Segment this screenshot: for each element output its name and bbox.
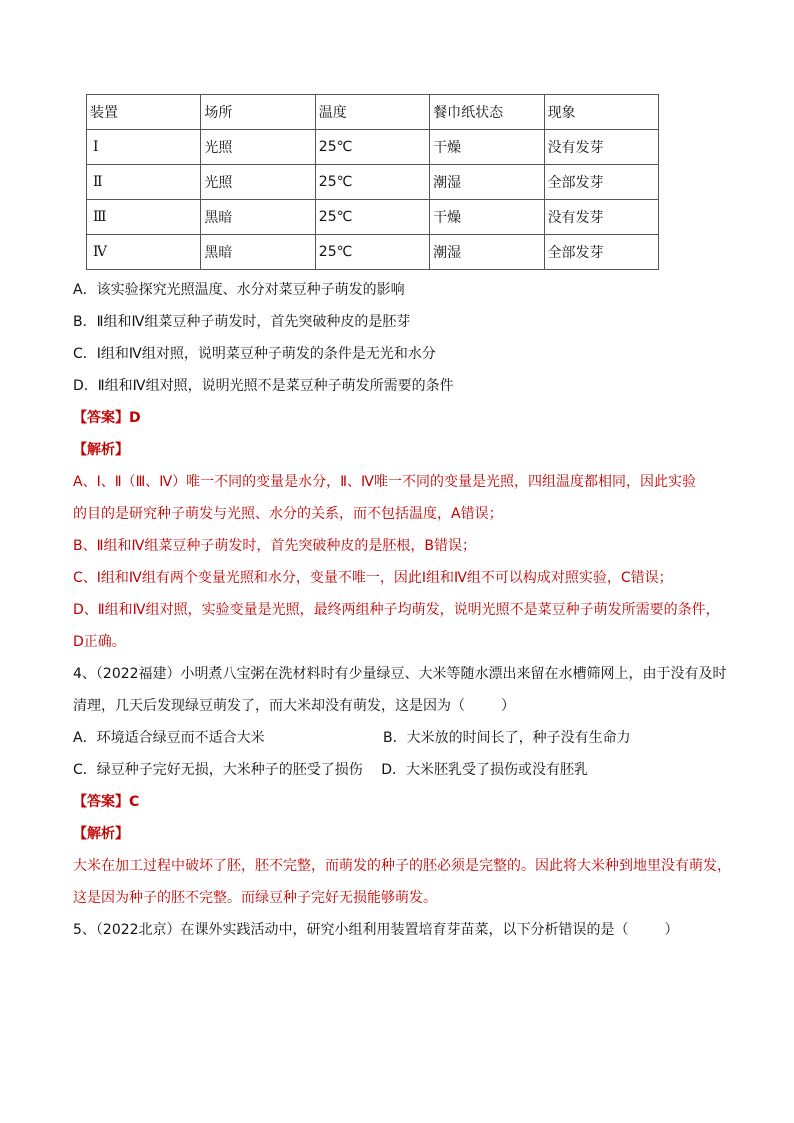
q5-stem-bracket: ） — [664, 922, 679, 938]
table-cell: 潮湿 — [430, 235, 544, 270]
answer-value: C — [129, 794, 140, 810]
q4-option-cd: C．绿豆种子完好无损，大米种子的胚受了损伤 D．大米胚乳受了损伤或没有胚乳 — [73, 762, 589, 778]
q4-option-b: B．大米放的时间长了，种子没有生命力 — [383, 730, 631, 746]
q3-analysis-line: C、Ⅰ组和Ⅳ组有两个变量光照和水分，变量不唯一，因此Ⅰ组和Ⅳ组不可以构成对照实验，C错误； — [73, 570, 673, 586]
table-cell: 干燥 — [430, 130, 544, 165]
q3-option-b: B．Ⅱ组和Ⅳ组菜豆种子萌发时，首先突破种皮的是胚芽 — [73, 314, 411, 330]
table-row — [87, 235, 659, 270]
table-cell: 光照 — [201, 165, 315, 200]
q4-analysis-line: 这是因为种子的胚不完整。而绿豆种子完好无损能够萌发。 — [73, 890, 437, 906]
table-cell: 黑暗 — [201, 200, 315, 235]
answer-label: 【答案】 — [73, 410, 129, 426]
answer-label: 【答案】 — [73, 794, 129, 810]
table-row — [87, 165, 659, 200]
table-row — [87, 200, 659, 235]
q4-stem-line — [73, 696, 733, 716]
table-cell: Ⅱ — [87, 165, 201, 200]
table-cell: 全部发芽 — [544, 235, 658, 270]
table-cell: Ⅳ — [87, 235, 201, 270]
q3-option-a: A．该实验探究光照温度、水分对菜豆种子萌发的影响 — [73, 282, 405, 298]
q5-stem — [73, 920, 733, 940]
answer-value: D — [129, 410, 141, 426]
q3-analysis-line: B、Ⅱ组和Ⅳ组菜豆种子萌发时，首先突破种皮的是胚根，B错误； — [73, 538, 477, 554]
table-cell: 干燥 — [430, 200, 544, 235]
q4-analysis-label: 【解析】 — [73, 826, 129, 842]
table-cell: 黑暗 — [201, 235, 315, 270]
q3-option-c: C．Ⅰ组和Ⅳ组对照，说明菜豆种子萌发的条件是无光和水分 — [73, 346, 436, 362]
table-cell: 25℃ — [315, 200, 429, 235]
q3-analysis-line: 的目的是研究种子萌发与光照、水分的关系，而不包括温度，A错误； — [73, 506, 503, 522]
q4-answer — [73, 792, 733, 812]
table-header-cell: 装置 — [87, 95, 201, 130]
q4-option-a: A．环境适合绿豆而不适合大米 — [73, 730, 265, 746]
table-cell: Ⅰ — [87, 130, 201, 165]
table-cell: 光照 — [201, 130, 315, 165]
q4-analysis-line: 大米在加工过程中破坏了胚，胚不完整，而萌发的种子的胚必须是完整的。因此将大米种到地里没有萌发， — [73, 858, 731, 874]
q4-stem-bracket: ） — [501, 698, 515, 714]
table-cell: 没有发芽 — [544, 130, 658, 165]
table-cell: 全部发芽 — [544, 165, 658, 200]
q3-analysis-line: D正确。 — [73, 634, 126, 650]
table-header-cell: 温度 — [315, 95, 429, 130]
experiment-table — [86, 94, 659, 270]
table-cell: Ⅲ — [87, 200, 201, 235]
q4-stem-text: 清理，几天后发现绿豆萌发了，而大米却没有萌发，这是因为（ — [73, 698, 465, 714]
q4-stem-line: 4、（2022福建）小明煮八宝粥在洗材料时有少量绿豆、大米等随水漂出来留在水槽筛网上，由于没有及时 — [73, 666, 727, 682]
table-row — [87, 130, 659, 165]
table-cell: 潮湿 — [430, 165, 544, 200]
table-cell: 25℃ — [315, 165, 429, 200]
table-cell: 25℃ — [315, 235, 429, 270]
q3-answer — [73, 408, 733, 428]
table-cell: 没有发芽 — [544, 200, 658, 235]
table-header-cell: 餐巾纸状态 — [430, 95, 544, 130]
table-header-cell: 场所 — [201, 95, 315, 130]
q3-analysis-label: 【解析】 — [73, 442, 129, 458]
q3-option-d: D．Ⅱ组和Ⅳ组对照，说明光照不是菜豆种子萌发所需要的条件 — [73, 378, 454, 394]
q5-stem-text: 5、（2022北京）在课外实践活动中，研究小组利用装置培育芽苗菜，以下分析错误的是（ — [73, 922, 629, 938]
q3-analysis-line: D、Ⅱ组和Ⅳ组对照，实验变量是光照，最终两组种子均萌发，说明光照不是菜豆种子萌发所需要的条件， — [73, 602, 720, 618]
table-cell: 25℃ — [315, 130, 429, 165]
table-header-cell: 现象 — [544, 95, 658, 130]
table-header-row — [87, 95, 659, 130]
q3-analysis-line: A、Ⅰ、Ⅱ（Ⅲ、Ⅳ）唯一不同的变量是水分，Ⅱ、Ⅳ唯一不同的变量是光照，四组温度都相同，因此实验 — [73, 474, 696, 490]
